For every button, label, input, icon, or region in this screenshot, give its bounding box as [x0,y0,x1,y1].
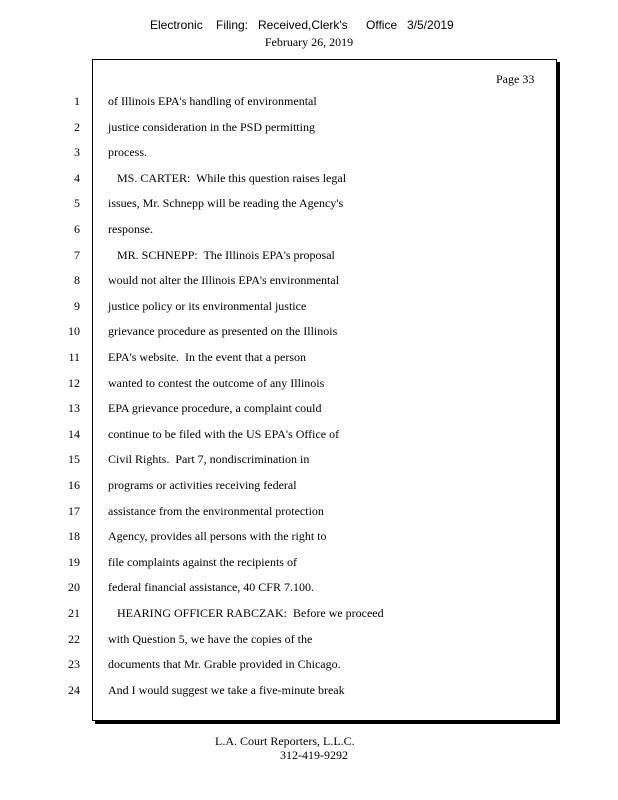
line-number: 23 [68,657,80,672]
line-text: Civil Rights. Part 7, nondiscrimination in [108,452,310,467]
line-text: with Question 5, we have the copies of the [108,631,313,646]
line-number: 4 [74,170,80,185]
line-number: 17 [68,503,80,518]
line-text: process. [108,145,147,160]
line-number: 13 [68,401,80,416]
filing-stamp [0,18,618,36]
line-text: HEARING OFFICER RABCZAK: Before we proceed [108,606,384,620]
line-text: EPA grievance procedure, a complaint could [108,401,322,416]
line-number: 2 [74,119,80,134]
line-number: 16 [68,478,80,492]
line-text: MR. SCHNEPP: The Illinois EPA's proposal [108,247,335,262]
line-number: 7 [74,247,80,262]
line-number: 5 [74,196,80,211]
line-text: EPA's website. In the event that a person [108,350,307,364]
line-text: file complaints against the recipients of [108,554,297,569]
line-text: issues, Mr. Schnepp will be reading the Agency's [108,196,344,211]
line-number: 22 [68,631,80,646]
line-text: continue to be filed with the US EPA's Office of [108,426,340,441]
line-number: 6 [74,222,80,236]
stamp-electronic: Electronic [150,18,203,32]
line-text: assistance from the environmental protection [108,503,324,518]
line-text: justice policy or its environmental justice [108,298,307,313]
line-number: 3 [74,145,80,160]
line-number: 24 [68,682,80,697]
line-number: 21 [68,606,80,620]
line-number: 9 [74,298,80,313]
stamp-office: Office [366,18,398,32]
line-text: And I would suggest we take a five-minute break [108,682,345,697]
line-text: federal financial assistance, 40 CFR 7.100. [108,580,314,595]
footer-company-text: L.A. Court Reporters, L.L.C. [215,734,355,748]
line-text: of Illinois EPA's handling of environmental [108,94,317,108]
line-text: grievance procedure as presented on the Illinois [108,324,338,339]
line-number: 15 [68,452,80,467]
line-text: justice consideration in the PSD permitting [108,119,315,134]
line-text: would not alter the Illinois EPA's environmental [108,273,340,288]
line-text: documents that Mr. Grable provided in Chicago. [108,657,341,672]
line-number: 18 [68,529,80,544]
hearing-date: February 26, 2019 [264,35,354,49]
line-number: 19 [68,554,80,569]
line-text: response. [108,222,153,236]
page-number: Page 33 [496,72,535,86]
line-number: 1 [74,94,80,108]
line-text: programs or activities receiving federal [108,478,297,492]
line-number: 14 [68,426,80,441]
line-text: wanted to contest the outcome of any Illinois [108,375,325,390]
line-number: 12 [68,375,80,390]
line-number: 10 [68,324,80,339]
stamp-filing: Filing: [216,18,249,32]
footer-phone-text: 312-419-9292 [280,748,348,762]
stamp-received: Received,Clerk's [258,18,348,32]
stamp-date: 3/5/2019 [407,18,454,32]
line-number: 11 [68,350,80,364]
line-number: 8 [74,273,80,288]
line-text: MS. CARTER: While this question raises legal [108,170,347,185]
line-text: Agency, provides all persons with the right to [108,529,327,544]
line-number: 20 [68,580,80,595]
